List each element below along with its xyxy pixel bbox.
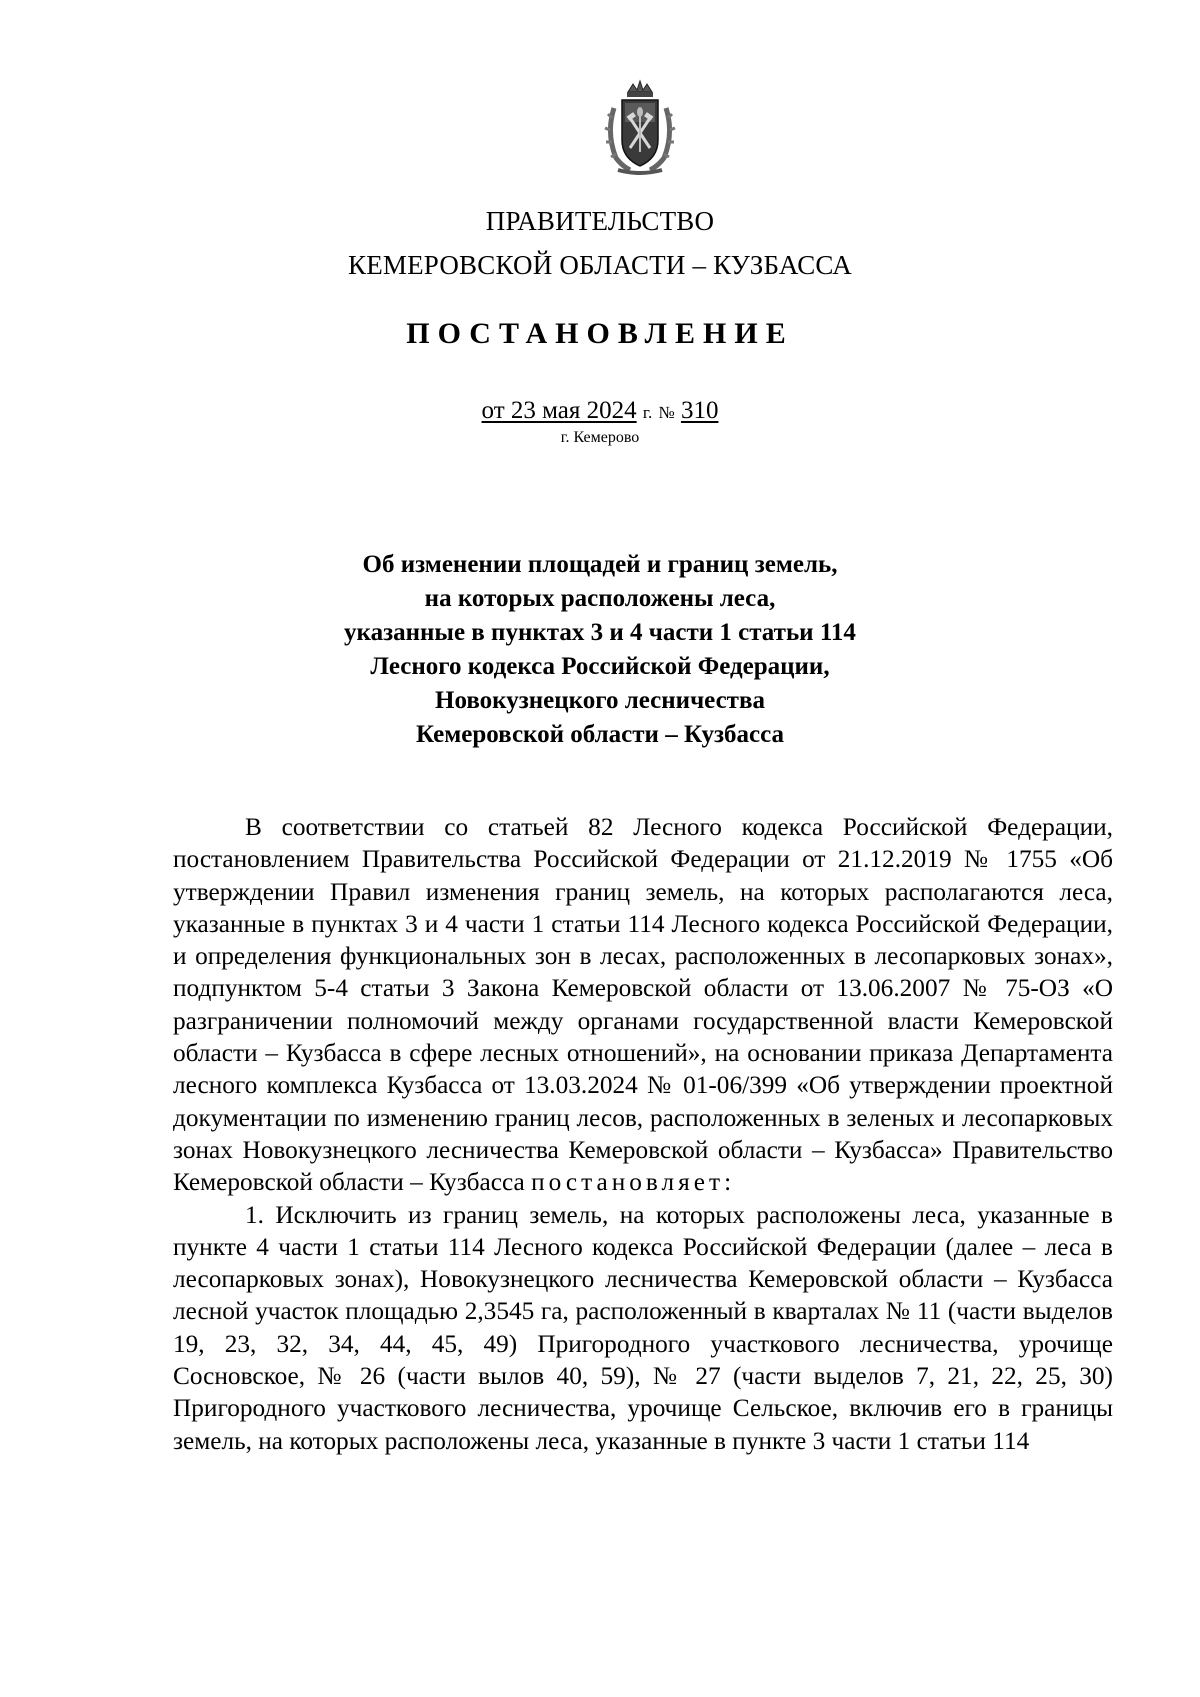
preamble-paragraph xyxy=(173,811,1113,1199)
title-line: Новокузнецкого лесничества xyxy=(435,687,765,714)
title-line: указанные в пунктах 3 и 4 части 1 статьи 114 xyxy=(344,619,856,646)
title-line: Кемеровской области – Кузбасса xyxy=(415,721,785,748)
clause-1-paragraph: 1. Исключить из границ земель, на которых расположены леса, указанные в пункте 4 части 1 статьи 114 Лесного кодекса Российской Федерации (далее – леса в лесопарковых зонах), Новокузнецкого лесничества Кемеровской области – Кузбасса лесной участок площадью 2,3545 га, расположенный в кварталах № 11 (части выделов 19, 23, 32, 34, 44, 45, 49) Пригородного участкового лесничества, урочище Сосновское, № 26 (части вылов 40, 59), № 27 (части выделов 7, 21, 22, 25, 30) Пригородного участкового лесничества, урочище Сельское, включив его в границы земель, на которых расположены леса, указанные в пункте 3 части 1 статьи 114 xyxy=(173,1200,1113,1455)
title-line: Лесного кодекса Российской Федерации, xyxy=(370,653,830,680)
date-number-line xyxy=(0,396,1200,428)
document-number: 310 xyxy=(680,397,719,424)
title-line: Об изменении площадей и границ земель, xyxy=(362,551,838,578)
government-name-line-1: ПРАВИТЕЛЬСТВО xyxy=(485,206,715,236)
coat-of-arms-icon xyxy=(600,78,680,178)
document-title xyxy=(200,548,1000,752)
title-line: на которых расположены леса, xyxy=(424,585,776,612)
document-type-heading: ПОСТАНОВЛЕНИЕ xyxy=(406,317,794,350)
document-body xyxy=(173,811,1113,1457)
number-sign: № xyxy=(658,403,675,422)
city-name: г. Кемерово xyxy=(560,429,640,446)
document-date: от 23 мая 2024 xyxy=(481,397,637,424)
decree-word: постановляет: xyxy=(531,1168,736,1197)
preamble-text: В соответствии со статьей 82 Лесного кодекса Российской Федерации, постановлением Правительства Российской Федерации от 21.12.2019 № 1755 «Об утверждении Правил изменения границ земель, на которых располагаются леса, указанные в пунктах 3 и 4 части 1 статьи 114 Лесного кодекса Российской Федерации, и определения функциональных зон в лесах, расположенных в лесопарковых зонах», подпунктом 5-4 статьи 3 Закона Кемеровской области от 13.06.2007 № 75-ОЗ «О разграничении полномочий между органами государственной власти Кемеровской области – Кузбасса в сфере лесных отношений», на основании приказа Департамента лесного комплекса Кузбасса от 13.03.2024 № 01-06/399 «Об утверждении проектной документации по изменению границ лесов, расположенных в зеленых и лесопарковых зонах Новокузнецкого лесничества Кемеровской области – Кузбасса» Правительство Кемеровской области – Кузбасса xyxy=(173,813,1113,1197)
government-name-line-2: КЕМЕРОВСКОЙ ОБЛАСТИ – КУЗБАССА xyxy=(348,250,852,280)
year-suffix: г. xyxy=(642,403,653,422)
